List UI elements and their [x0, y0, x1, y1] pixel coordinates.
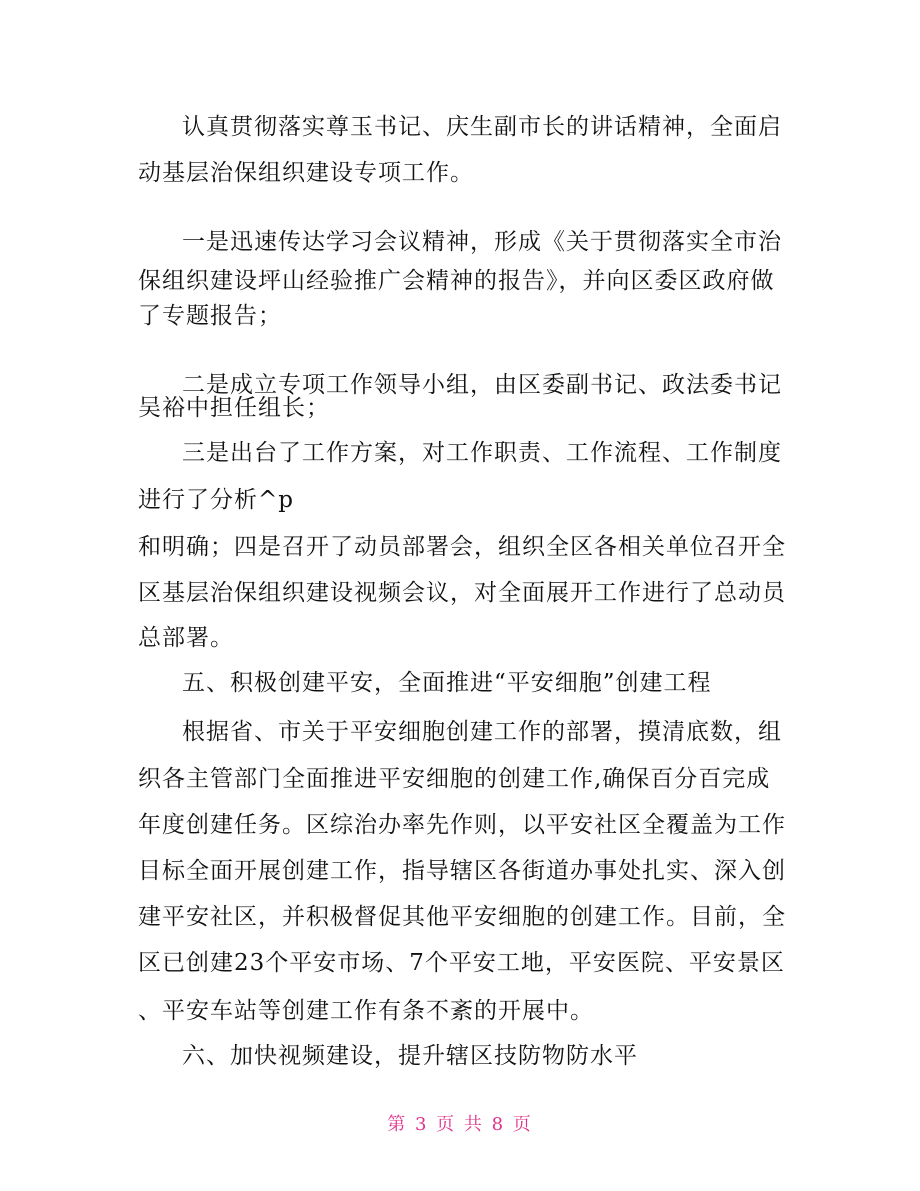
- paragraph-line: 区基层治保组织建设视频会议，对全面展开工作进行了总动员: [138, 580, 786, 606]
- paragraph-line: 建平安社区，并积极督促其他平安细胞的创建工作。目前，全: [138, 904, 786, 930]
- paragraph-line: 总部署。: [138, 625, 234, 651]
- paragraph-line: 认真贯彻落实尊玉书记、庆生副市长的讲话精神，全面启: [182, 114, 782, 140]
- paragraph-line: 进行了分析^p: [138, 487, 294, 513]
- page-number-footer: 第 3 页 共 8 页: [387, 1114, 533, 1135]
- paragraph-line: 动基层治保组织建设专项工作。: [138, 160, 474, 186]
- paragraph-line: 吴裕中担任组长；: [138, 395, 330, 421]
- paragraph-line: 了专题报告；: [138, 303, 282, 329]
- paragraph-line: 和明确；四是召开了动员部署会，组织全区各相关单位召开全: [138, 534, 786, 560]
- paragraph-line: 织各主管部门全面推进平安细胞的创建工作,确保百分百完成: [138, 766, 771, 792]
- section-heading: 六、加快视频建设，提升辖区技防物防水平: [182, 1043, 638, 1069]
- paragraph-line: 区已创建23个平安市场、7个平安工地，平安医院、平安景区: [138, 950, 785, 976]
- paragraph-line: 三是出台了工作方案，对工作职责、工作流程、工作制度: [182, 440, 782, 466]
- paragraph-line: 二是成立专项工作领导小组，由区委副书记、政法委书记: [182, 372, 782, 398]
- paragraph-line: 保组织建设坪山经验推广会精神的报告》，并向区委区政府做: [138, 268, 775, 294]
- paragraph-line: 根据省、市关于平安细胞创建工作的部署，摸清底数，组: [182, 719, 782, 745]
- paragraph-line: 年度创建任务。区综治办率先作则，以平安社区全覆盖为工作: [138, 812, 786, 838]
- paragraph-line: 目标全面开展创建工作，指导辖区各街道办事处扎实、深入创: [138, 858, 786, 884]
- section-heading: 五、积极创建平安，全面推进“平安细胞”创建工程: [182, 670, 712, 696]
- paragraph-line: 、平安车站等创建工作有条不紊的开展中。: [138, 998, 594, 1024]
- paragraph-line: 一是迅速传达学习会议精神，形成《关于贯彻落实全市治: [182, 229, 782, 255]
